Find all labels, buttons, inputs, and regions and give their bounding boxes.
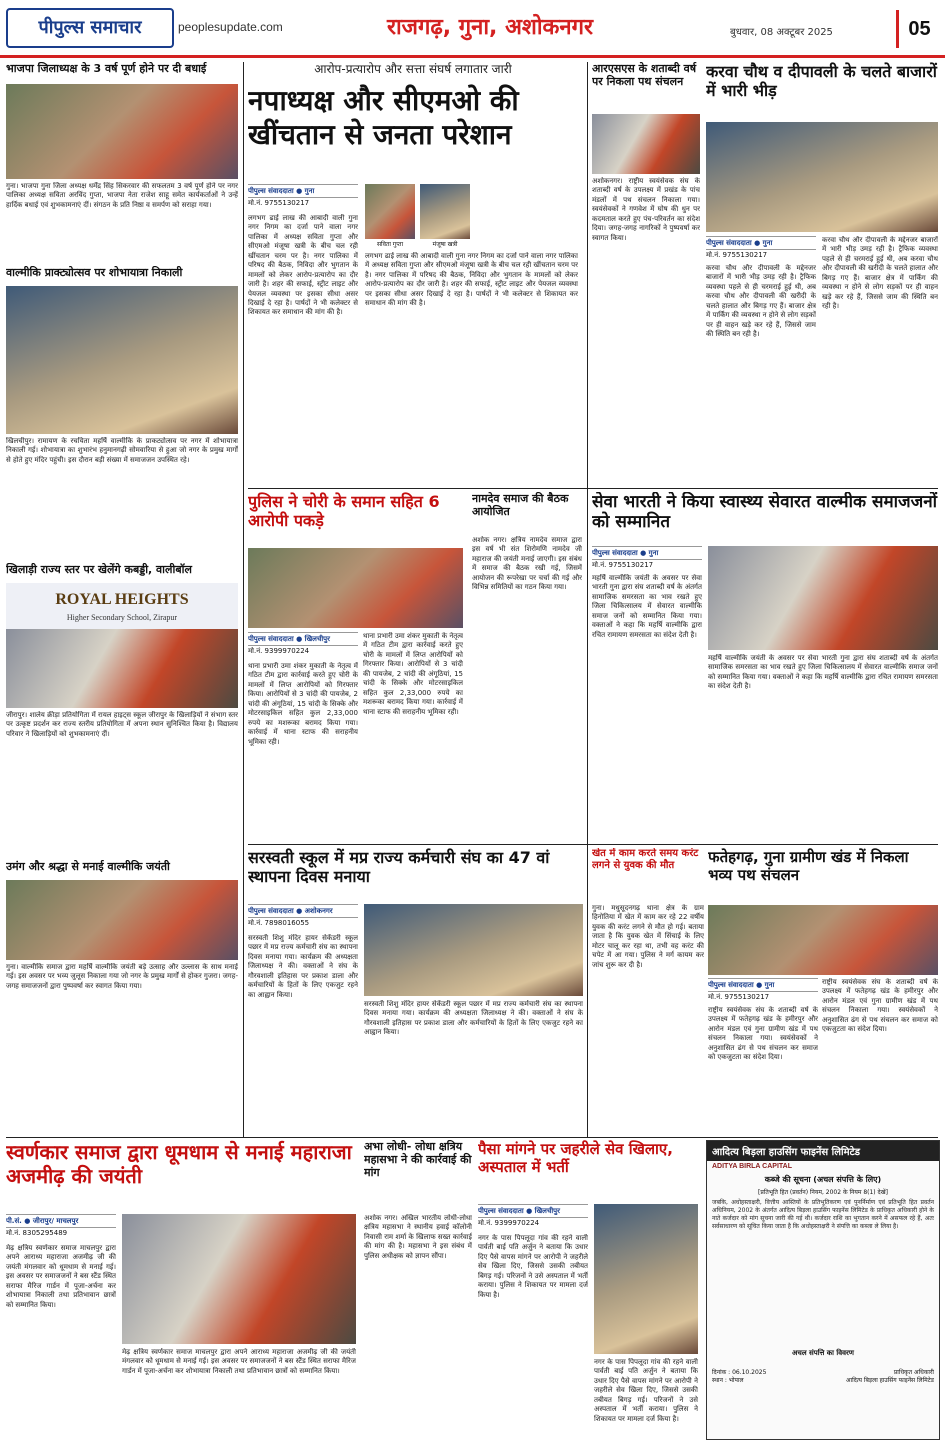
fateh-body-2: राष्ट्रीय स्वयंसेवक संघ के शताब्दी वर्ष के उपलक्ष्य में फतेहगढ़ खंड के हमीरपुर और आरोन मंडल एवं गुना ग्रामीण खंड में पथ संचलन निकाला गया। स्वयंसेवकों ने अनुशासित ढंग से पथ संचलन कर समाज को एकजुटता का संदेश दिया। xyxy=(822,978,938,1034)
police-byline: पीपुल्स संवाददाता ● खिलचीपुर xyxy=(248,632,358,646)
paisa-mobile: मो.नं. 9399970224 xyxy=(478,1219,540,1227)
paisa-headline: पैसा मांगने पर जहरीले सेव खिलाए, अस्पताल में भर्ती xyxy=(478,1140,673,1176)
ad-property-title: अचल संपत्ति का विवरण xyxy=(792,1349,854,1357)
abha-body: अशोक नगर। अखिल भारतीय लोधी-लोधा क्षत्रिय महासभा ने स्थानीय हवाई कॉलोनी निवासी राम शर्मा के खिलाफ सख्त कार्रवाई की मांग की है। महासभा ने इस संबंध में पुलिस अधीक्षक को ज्ञापन सौंपा। xyxy=(364,1214,472,1260)
school-name: ROYAL HEIGHTS xyxy=(55,591,189,608)
namdev-body: अशोक नगर। क्षत्रिय नामदेव समाज द्वारा इस वर्ष भी संत शिरोमणि नामदेव जी महाराज की जयंती मनाई जाएगी। इस संबंध में समाज की बैठक रखी गई, जिसमें आयोजन की रूपरेखा पर चर्चा की गई और विभिन्न समितियों का गठन किया गया। xyxy=(472,536,582,592)
seva-body-1: महर्षि वाल्मीकि जयंती के अवसर पर सेवा भारती गुना द्वारा संघ शताब्दी वर्ष के अंतर्गत सामाजिक समरसता का भाव रखते हुए जिला चिकित्सालय में सेवारत वाल्मीकि समाज जनों को सम्मानित किया गया। वक्ताओं ने कहा कि महर्षि वाल्मीकि द्वारा रचित रामायण समरसता का संदेश देती है। xyxy=(592,574,702,639)
region-title: राजगढ़, गुना, अशोकनगर xyxy=(386,15,594,40)
saraswati-photo xyxy=(364,904,583,996)
namdev-headline: नामदेव समाज की बैठक आयोजित xyxy=(472,492,569,519)
ad-body: जबकि, अधोहस्ताक्षरी, वित्तीय आस्तियों के प्रतिभूतिकरण एवं पुनर्निर्माण एवं प्रतिभूति हित प्रवर्तन अधिनियम, 2002 के अंतर्गत आदित्य बिड़ला हाउसिंग फाइनेंस लिमिटेड के प्राधिकृत अधिकारी होने के नाते कर्जदार को मांग सूचना जारी की गई थी। कर्जदार राशि का भुगतान करने में असफल रहे हैं, अतः सर्वसाधारण को सूचित किया जाता है कि अधोहस्ताक्षरी ने संपत्ति का कब्जा ले लिया है। xyxy=(712,1199,934,1231)
swarnkar-headline: स्वर्णकार समाज द्वारा धूमधाम से मनाई महाराजा अजमीढ़ की जयंती xyxy=(6,1140,352,1188)
abha-headline: अभा लोधी- लोधा क्षत्रिय महासभा ने की कार्रवाई की मांग xyxy=(364,1140,472,1180)
row-rule xyxy=(6,1137,938,1138)
khet-headline: खेत में काम करते समय करंट लगने से युवक की मौत xyxy=(592,848,699,871)
nagar-headline: नपाध्यक्ष और सीएमओ की खींचतान से जनता परेशान xyxy=(248,84,519,151)
saraswati-byline: पीपुल्स संवाददाता ● अशोकनगर xyxy=(248,904,358,918)
fateh-body-1: राष्ट्रीय स्वयंसेवक संघ के शताब्दी वर्ष के उपलक्ष्य में फतेहगढ़ खंड के हमीरपुर और आरोन मंडल एवं गुना ग्रामीण खंड में पथ संचलन निकाला गया। स्वयंसेवकों ने अनुशासित ढंग से पथ संचलन कर समाज को एकजुटता का संदेश दिया। xyxy=(708,1006,818,1062)
paisa-body-1: नगर के पास पिपलूदा गांव की रहने वाली पार्वती बाई पति अर्जुन ने बताया कि उधार दिए पैसे वापस मांगने पर आरोपी ने जहरीले सेव खिला दिए, जिससे उसकी तबीयत बिगड़ गई। परिजनों ने उसे अस्पताल में भर्ती कराया। पुलिस ने शिकायत पर मामला दर्ज किया है। xyxy=(478,1234,588,1299)
police-headline: पुलिस ने चोरी के समान सहित 6 आरोपी पकड़े xyxy=(248,492,440,531)
nagar-kicker: आरोप-प्रत्यारोप और सत्ता संघर्ष लगातार जारी xyxy=(314,62,512,76)
karwa-body-1: करवा चौथ और दीपावली के मद्देनजर बाजारों में भारी भीड़ उमड़ रही है। ट्रैफिक व्यवस्था पहले से ही चरमराई हुई थी, अब करवा चौथ और दीपावली की खरीदी के चलते हालात और बिगड़ गए हैं। बाजार क्षेत्र में पार्किंग की व्यवस्था न होने से लोग सड़कों पर ही वाहन खड़े कर रहे हैं, जिससे जाम की स्थिति बन रही है। xyxy=(706,264,816,339)
ad-place: स्थान : भोपाल xyxy=(712,1377,744,1384)
players-photo xyxy=(6,629,238,708)
savita-caption: सविता गुप्ता xyxy=(376,241,404,248)
seva-headline: सेवा भारती ने किया स्वास्थ्य सेवारत वाल्मीक समाजजनों को सम्मानित xyxy=(592,492,938,533)
ad-rule: [प्रतिभूति हित (प्रवर्तन) नियम, 2002 के नियम 8(1) देखें] xyxy=(758,1189,888,1196)
karwa-byline: पीपुल्स संवाददाता ● गुना xyxy=(706,236,816,250)
row-rule xyxy=(248,488,938,489)
issue-date: बुधवार, 08 अक्टूबर 2025 xyxy=(730,27,833,38)
saraswati-body-1: सरस्वती शिशु मंदिर हायर सेकेंडरी स्कूल पछार में मप्र राज्य कर्मचारी संघ का स्थापना दिवस मनाया गया। कार्यक्रम की अध्यक्षता जिलाध्यक्ष ने की। वक्ताओं ने संघ के गौरवशाली इतिहास पर प्रकाश डाला और कर्मचारियों के हितों के लिए एकजुट रहने का आह्वान किया। xyxy=(248,934,358,999)
valmiki-body: खिलचीपुर। रामायण के रचयिता महर्षि वाल्मीकि के प्राकट्योत्सव पर नगर में शोभायात्रा निकाली गई। शोभायात्रा का शुभारंभ हनुमानगढ़ी सोमवारिया से हुआ जो नगर के प्रमुख मार्गों से होते हुए मंदिर पहुंची। इस दौरान बड़ी संख्या में समाजजन उपस्थित रहे। xyxy=(6,437,238,464)
legal-notice-ad xyxy=(706,1140,940,1440)
seva-body-2: महर्षि वाल्मीकि जयंती के अवसर पर सेवा भारती गुना द्वारा संघ शताब्दी वर्ष के अंतर्गत सामाजिक समरसता का भाव रखते हुए जिला चिकित्सालय में सेवारत वाल्मीकि समाज जनों को सम्मानित किया गया। वक्ताओं ने कहा कि महर्षि वाल्मीकि द्वारा रचित रामायण समरसता का संदेश देती है। xyxy=(708,654,938,691)
fateh-byline: पीपुल्स संवाददाता ● गुना xyxy=(708,978,818,992)
swarnkar-body-1: मेढ़ क्षत्रिय स्वर्णकार समाज माचलपुर द्वारा अपने आराध्य महाराजा अजमीढ़ जी की जयंती मंगलवार को धूमधाम से मनाई गई। इस अवसर पर समाजजनों ने बस स्टैंड स्थित सराफा मैरिज गार्डन में पूजा-अर्चना कर शोभायात्रा निकाली तथा प्रतिभावान छात्रों को सम्मानित किया। xyxy=(6,1244,116,1309)
karwa-body-2: करवा चौथ और दीपावली के मद्देनजर बाजारों में भारी भीड़ उमड़ रही है। ट्रैफिक व्यवस्था पहले से ही चरमराई हुई थी, अब करवा चौथ और दीपावली की खरीदी के चलते हालात और बिगड़ गए हैं। बाजार क्षेत्र में पार्किंग की व्यवस्था न होने से लोग सड़कों पर ही वाहन खड़े कर रहे हैं, जिससे जाम की स्थिति बन रही है। xyxy=(822,236,938,311)
manjusha-photo xyxy=(420,184,470,239)
manjusha-caption: मंजूषा खत्री xyxy=(432,241,458,248)
khiladi-headline: खिलाड़ी राज्य स्तर पर खेलेंगे कबड्डी, वालीबॉल xyxy=(6,563,192,576)
swarnkar-body-2: मेढ़ क्षत्रिय स्वर्णकार समाज माचलपुर द्वारा अपने आराध्य महाराजा अजमीढ़ जी की जयंती मंगलवार को धूमधाम से मनाई गई। इस अवसर पर समाजजनों ने बस स्टैंड स्थित सराफा मैरिज गार्डन में पूजा-अर्चना कर शोभायात्रा निकाली तथा प्रतिभावान छात्रों को सम्मानित किया। xyxy=(122,1348,356,1375)
bjp-photo xyxy=(6,84,238,179)
paisa-byline: पीपुल्स संवाददाता ● खिलचीपुर xyxy=(478,1204,588,1218)
umang-body: गुना। वाल्मीकि समाज द्वारा महर्षि वाल्मीकि जयंती बड़े उत्साह और उल्लास के साथ मनाई गई। इस अवसर पर भव्य जुलूस निकाला गया जो नगर के प्रमुख मार्गों से होकर गुजरा। जगह-जगह समाजजनों द्वारा पुष्पवर्षा कर स्वागत किया गया। xyxy=(6,963,238,990)
ad-notice-title: कब्जे की सूचना (अचल संपत्ति के लिए) xyxy=(764,1175,882,1184)
valmiki-headline: वाल्मीकि प्राक्ट्योत्सव पर शोभायात्रा निकाली xyxy=(6,266,183,279)
seva-photo xyxy=(708,546,938,650)
paisa-body-2: नगर के पास पिपलूदा गांव की रहने वाली पार्वती बाई पति अर्जुन ने बताया कि उधार दिए पैसे वापस मांगने पर आरोपी ने जहरीले सेव खिला दिए, जिससे उसकी तबीयत बिगड़ गई। परिजनों ने उसे अस्पताल में भर्ती कराया। पुलिस ने शिकायत पर मामला दर्ज किया है। xyxy=(594,1358,698,1423)
fateh-photo xyxy=(708,905,938,975)
ad-brand: ADITYA BIRLA CAPITAL xyxy=(712,1163,792,1170)
rss1-photo xyxy=(592,114,700,174)
police-body-1: थाना प्रभारी उमा शंकर मुकाती के नेतृत्व में गठित टीम द्वारा कार्रवाई करते हुए चोरी के मामलों में लिप्त आरोपियों को गिरफ्तार किया। आरोपियों से 3 चांदी की पायजेब, 2 चांदी की अंगूठियां, 15 चांदी के सिक्के और मोटरसाइकिल सहित कुल 2,33,000 रुपये का मशरूका बरामद किया गया। कार्रवाई में थाना स्टाफ की सराहनीय भूमिका रही। xyxy=(248,662,358,746)
saraswati-mobile: मो.नं. 7898016055 xyxy=(248,919,310,927)
saraswati-body-2: सरस्वती शिशु मंदिर हायर सेकेंडरी स्कूल पछार में मप्र राज्य कर्मचारी संघ का स्थापना दिवस मनाया गया। कार्यक्रम की अध्यक्षता जिलाध्यक्ष ने की। वक्ताओं ने संघ के गौरवशाली इतिहास पर प्रकाश डाला और कर्मचारियों के हितों के लिए एकजुट रहने का आह्वान किया। xyxy=(364,1000,583,1037)
umang-headline: उमंग और श्रद्धा से मनाई वाल्मीकि जयंती xyxy=(6,860,170,873)
nagar-mobile: मो.नं. 9755130217 xyxy=(248,199,310,207)
ad-officer-company: आदित्य बिड़ला हाउसिंग फाइनेंस लिमिटेड xyxy=(845,1377,934,1384)
ad-date: दिनांक : 06.10.2025 xyxy=(712,1369,767,1376)
swarnkar-mobile: मो.नं. 8305295489 xyxy=(6,1229,68,1237)
rss1-body: अशोकनगर। राष्ट्रीय स्वयंसेवक संघ के शताब्दी वर्ष के उपलक्ष्य में प्रखंड के पांच मंडलों में पथ संचलन निकाला गया। स्वयंसेवकों ने गणवेश में घोष की धुन पर कदमताल करते हुए पंच-परिवर्तन का संदेश दिया। जगह-जगह नागरिकों ने पुष्पवर्षा कर स्वागत किया। xyxy=(592,177,700,242)
row-rule xyxy=(248,844,938,845)
khiladi-body: जीरापुर। शालेय क्रीड़ा प्रतियोगिता में रायल हाइट्स स्कूल जीरापुर के खिलाड़ियों ने संभाग स्तर पर उत्कृष्ट प्रदर्शन कर राज्य स्तरीय प्रतियोगिता में अपना स्थान सुनिश्चित किया है। विद्यालय परिवार ने खिलाड़ियों को शुभकामनाएं दीं। xyxy=(6,711,238,738)
bjp-headline: भाजपा जिलाध्यक्ष के 3 वर्ष पूर्ण होने पर दी बधाई xyxy=(6,62,207,75)
police-body-2: थाना प्रभारी उमा शंकर मुकाती के नेतृत्व में गठित टीम द्वारा कार्रवाई करते हुए चोरी के मामलों में लिप्त आरोपियों को गिरफ्तार किया। आरोपियों से 3 चांदी की पायजेब, 2 चांदी की अंगूठियां, 15 चांदी के सिक्के और मोटरसाइकिल सहित कुल 2,33,000 रुपये का मशरूका बरामद किया गया। कार्रवाई में थाना स्टाफ की सराहनीय भूमिका रही। xyxy=(363,632,463,716)
swarnkar-photo xyxy=(122,1214,356,1344)
saraswati-headline: सरस्वती स्कूल में मप्र राज्य कर्मचारी संघ का 47 वां स्थापना दिवस मनाया xyxy=(248,848,550,887)
page-number: 05 xyxy=(896,10,940,48)
nagar-body-2: लगभग ढाई लाख की आबादी वाली गुना नगर निगम का दर्जा पाने वाला नगर पालिका में अध्यक्ष सविता गुप्ता और सीएमओ मंजूषा खत्री के बीच चल रही खींचतान चरम पर है। नगर पालिका में परिषद की बैठक, निविदा और भुगतान के मामलों को लेकर आरोप-प्रत्यारोप का दौर जारी है। शहर की सफाई, स्ट्रीट लाइट और पेयजल व्यवस्था पर इसका सीधा असर दिखाई दे रहा है। पार्षदों ने भी कलेक्टर से शिकायत कर समाधान की मांग की है। xyxy=(365,252,578,308)
seva-mobile: मो.नं. 9755130217 xyxy=(592,561,654,569)
police-mobile: मो.नं. 9399970224 xyxy=(248,647,310,655)
bjp-body: गुना। भाजपा गुना जिला अध्यक्ष धर्मेंद्र सिंह सिकरवार की सफलतम 3 वर्ष पूर्ण होने पर नगर पालिका अध्यक्ष सविता अरविंद गुप्ता, भाजपा नेता राजेश साहू समेत कार्यकर्ताओं ने उन्हें हार्दिक बधाई एवं शुभकामनाएं दीं। संगठन के प्रति निष्ठा व समर्पण को सराहा गया। xyxy=(6,182,238,209)
ad-company: आदित्य बिड़ला हाउसिंग फाइनेंस लिमिटेड xyxy=(707,1141,939,1161)
school-photo xyxy=(6,583,238,708)
website-url[interactable]: peoplesupdate.com xyxy=(178,20,283,34)
newspaper-logo: पीपुल्स समाचार xyxy=(6,8,174,48)
police-photo xyxy=(248,548,463,628)
nagar-body-1: लगभग ढाई लाख की आबादी वाली गुना नगर निगम का दर्जा पाने वाला नगर पालिका में अध्यक्ष सविता गुप्ता और सीएमओ मंजूषा खत्री के बीच चल रही खींचतान चरम पर है। नगर पालिका में परिषद की बैठक, निविदा और भुगतान के मामलों को लेकर आरोप-प्रत्यारोप का दौर जारी है। शहर की सफाई, स्ट्रीट लाइट और पेयजल व्यवस्था पर इसका सीधा असर दिखाई दे रहा है। पार्षदों ने भी कलेक्टर से शिकायत कर समाधान की मांग की है। xyxy=(248,214,358,317)
nagar-byline: पीपुल्स संवाददाता ● गुना xyxy=(248,184,358,198)
rss1-headline: आरएसएस के शताब्दी वर्ष पर निकला पथ संचलन xyxy=(592,62,697,89)
fateh-headline: फतेहगढ़, गुना ग्रामीण खंड में निकला भव्य पथ संचलन xyxy=(708,848,909,884)
valmiki-photo xyxy=(6,286,238,434)
school-subtitle: Higher Secondary School, Zirapur xyxy=(66,613,178,622)
column-rule xyxy=(587,62,588,1137)
paisa-photo xyxy=(594,1204,698,1354)
karwa-mobile: मो.नं. 9755130217 xyxy=(706,251,768,259)
umang-photo xyxy=(6,880,238,960)
ad-officer: प्राधिकृत अधिकारी xyxy=(893,1369,934,1376)
seva-byline: पीपुल्स संवाददाता ● गुना xyxy=(592,546,702,560)
fateh-mobile: मो.नं. 9755130217 xyxy=(708,993,770,1001)
savita-photo xyxy=(365,184,415,239)
column-rule xyxy=(243,62,244,1137)
karwa-headline: करवा चौथ व दीपावली के चलते बाजारों में भारी भीड़ xyxy=(706,62,937,101)
karwa-photo xyxy=(706,122,938,232)
swarnkar-byline: पी.सं. ● जीरापुर/ माचलपुर xyxy=(6,1214,116,1228)
khet-body: गुना। मधुसूदनगढ़ थाना क्षेत्र के ग्राम हिनोतिया में खेत में काम कर रहे 22 वर्षीय युवक की करंट लगने से मौत हो गई। बताया जाता है कि युवक खेत में सिंचाई के लिए मोटर चालू कर रहा था, तभी वह करंट की चपेट में आ गया। पुलिस ने मर्ग कायम कर जांच शुरू कर दी है। xyxy=(592,904,704,969)
